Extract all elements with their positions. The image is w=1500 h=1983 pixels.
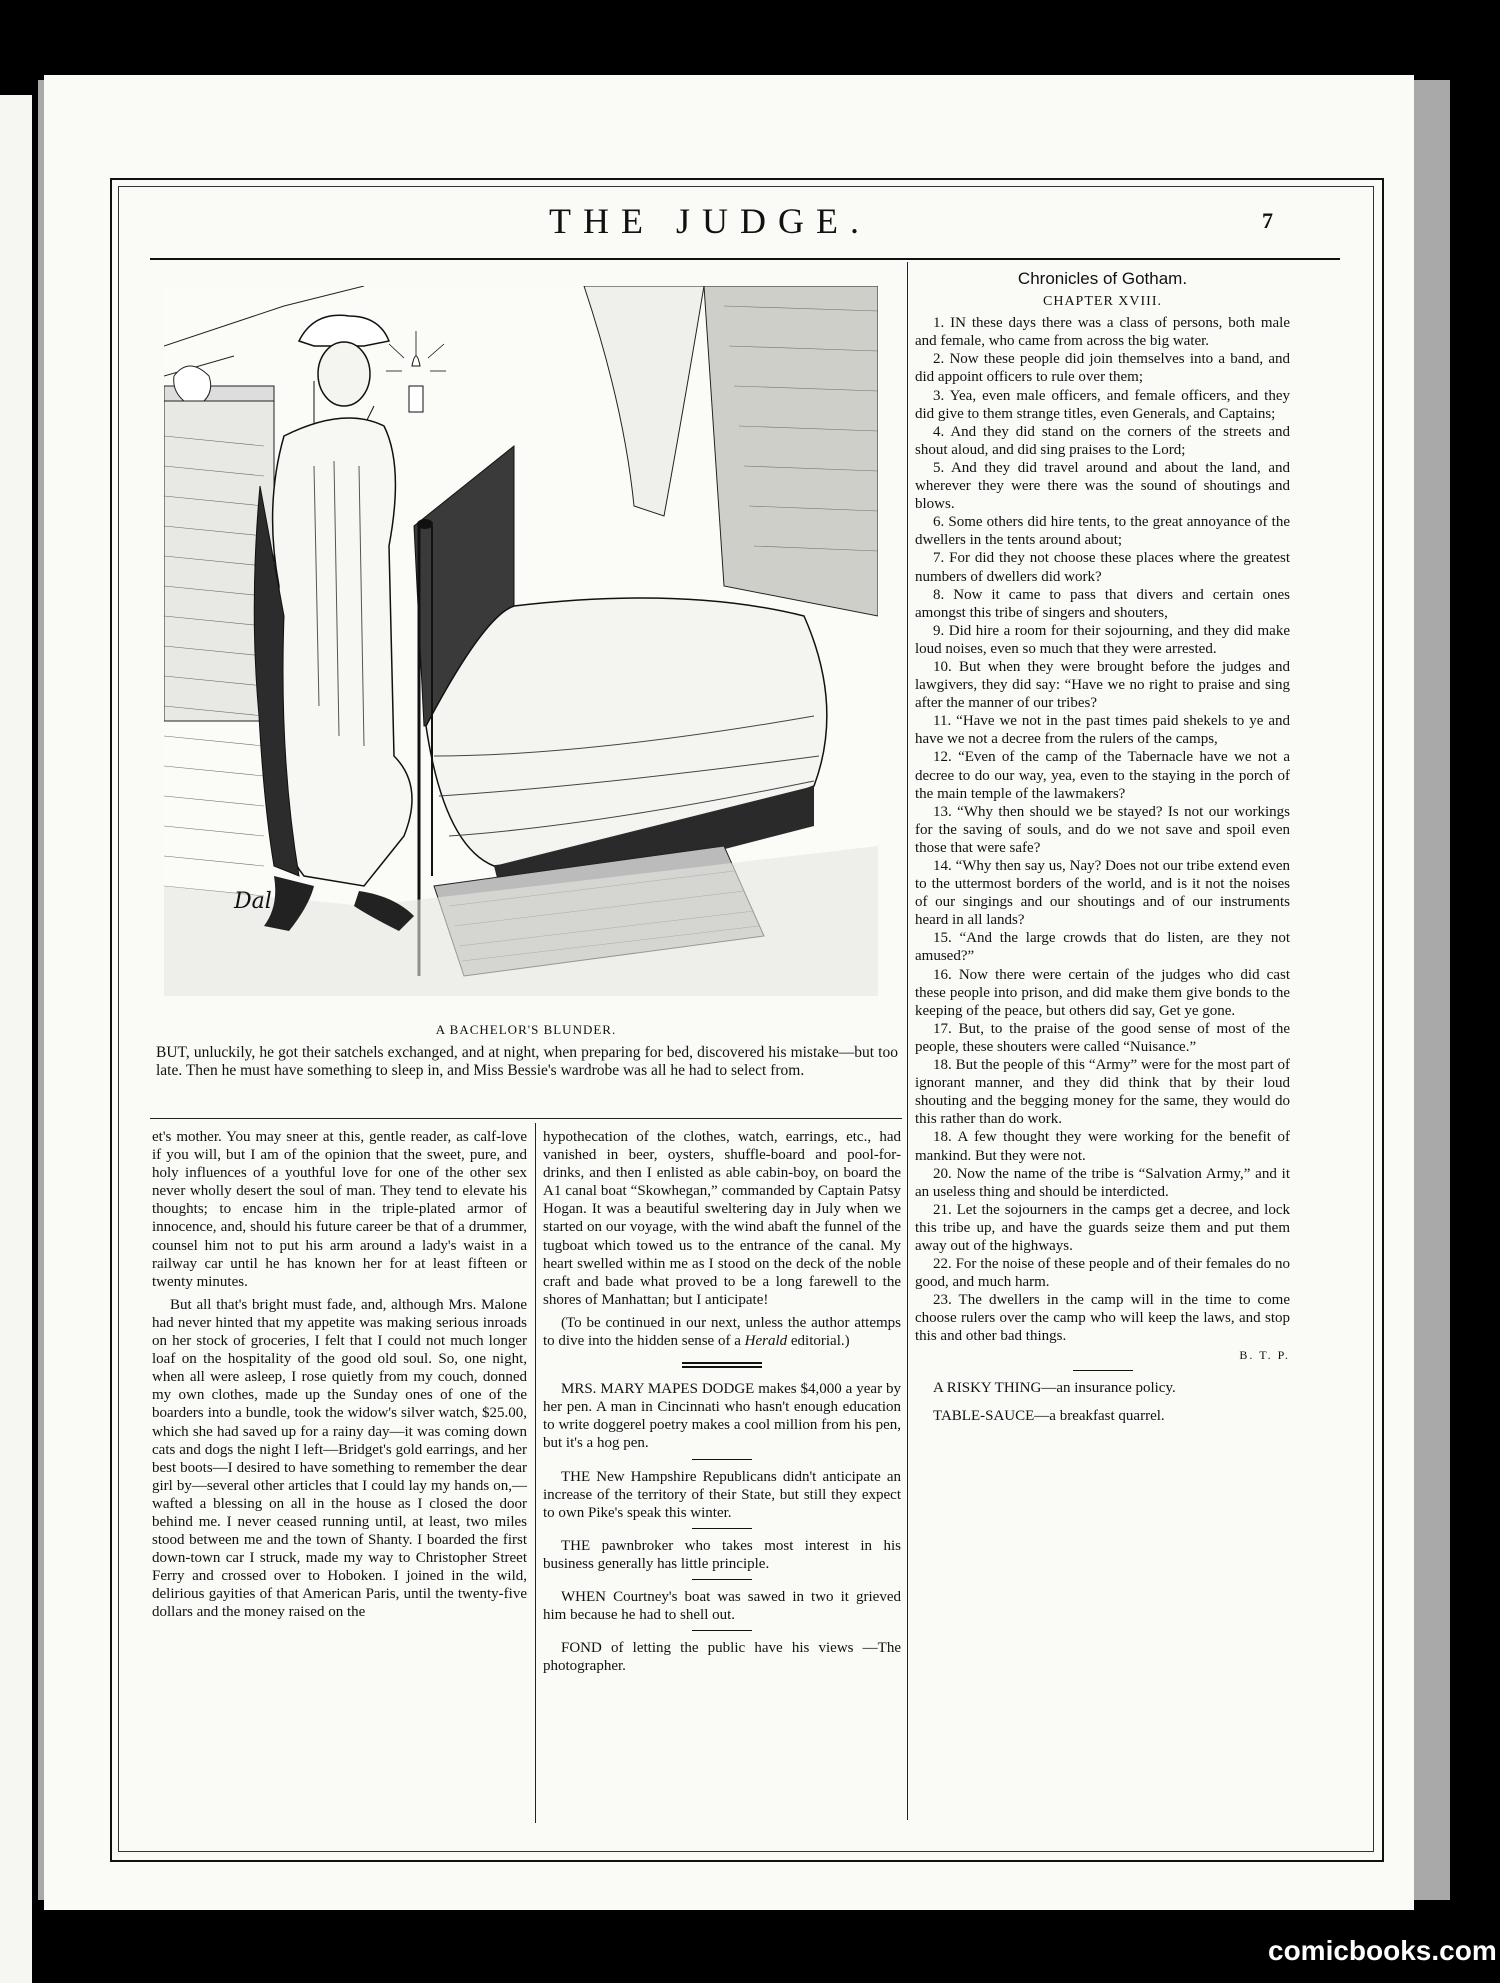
news-item: [543, 1468, 901, 1522]
column-divider-left: [535, 1123, 536, 1823]
verse: 13. “Why then should we be stayed? Is not our workings for the saving of souls, and do we not save and spoil even those that were safe?: [915, 803, 1290, 856]
verse: 1. IN these days there was a class of persons, both male and female, who came from across the big water.: [915, 315, 1290, 350]
verse: 7. For did they not choose these places where the greatest numbers of dwellers did work?: [915, 550, 1290, 585]
cartoon-illustration: [164, 286, 878, 996]
note-text: editorial.): [787, 1333, 850, 1350]
chronicles-title: Chronicles of Gotham.: [1017, 269, 1188, 288]
verse: 18. But the people of this “Army” were for the most part of ignorant manner, and they did think that by their loud shouting and the begging money for the same, they would do this rather than do work.: [915, 1057, 1290, 1128]
chapter-heading: CHAPTER XVIII.: [1043, 294, 1162, 310]
verse: 12. “Even of the camp of the Tabernacle have we not a decree to do our way, yea, even to the staying in the porch of the main temple of the lawmakers?: [915, 749, 1290, 802]
site-watermark: comicbooks.com: [1268, 1935, 1497, 1966]
facing-page-edge: [0, 95, 32, 1983]
news-item: [543, 1380, 901, 1452]
item-lead: FOND: [561, 1640, 602, 1657]
joke-lead: TABLE-SAUCE: [933, 1407, 1035, 1424]
joke-lead: A RISKY THING: [933, 1379, 1042, 1396]
item-rule: [1073, 1370, 1133, 1371]
story-paragraph: et's mother. You may sneer at this, gentle reader, as calf-love if you will, but I am of the opinion that the sweet, pure, and holy influences of a youthful love for one of the other sex never wholly desert the soul of man. They tend to elevate his thoughts; to encase him in the triple-plated armor of innocence, and, should his future career be that of a drummer, counsel him not to put his arm around a lady's waist in a railway car until he has known her for at least fifteen or twenty minutes.: [152, 1129, 527, 1290]
story-column-left: [152, 1128, 527, 1627]
verse: 8. Now it came to pass that divers and certain ones amongst this tribe of singers and shouters,: [915, 586, 1290, 621]
story-paragraph: But all that's bright must fade, and, although Mrs. Malone had never hinted that my appetite was making serious inroads on her stock of groceries, I felt that I could not much longer loaf on the hospitality of the good old soul. So, one night, when all were asleep, I rose quietly from my couch, donned my own clothes, made up the Sunday ones of one of the boarders into a bundle, took the widow's silver watch, $25.00, which she had saved up for a rainy day—it was coming down cats and dogs the night I left—Bridget's gold earrings, and her best boots—I desired to have something to remember the dear girl by—several other articles that I could lay my hands on,—wafted a blessing on all in the house as I closed the door behind me. I never ceased running until, at least, two miles stood between me and the town of Shanty. I boarded the first down-town car I struck, made my way to Christopher Street Ferry and crossed over to Hoboken. I joined in the wild, delirious gayities of that American Paris, until the twenty-five dollars and the money raised on the: [152, 1296, 527, 1621]
verse: 15. “And the large crowds that do listen, are they not amused?”: [915, 930, 1290, 965]
item-text: pawnbroker who takes most interest in his business generally has little principle.: [543, 1537, 901, 1572]
item-lead: WHEN: [561, 1588, 606, 1605]
cartoon-caption-text: BUT, unluckily, he got their satchels exchanged, and at night, when preparing for bed, discovered his mistake—but too late. Then he must have something to sleep in, and Miss Bessie's wardrobe was all he had to select from.: [156, 1044, 898, 1079]
item-lead: THE: [561, 1468, 591, 1485]
item-rule: [692, 1459, 752, 1460]
verse-list: [915, 314, 1290, 1345]
cartoon-caption-title: A BACHELOR'S BLUNDER.: [435, 1022, 617, 1037]
verse: 18. A few thought they were working for the benefit of mankind. But they were not.: [915, 1129, 1290, 1164]
item-rule: [692, 1579, 752, 1580]
item-text: Courtney's boat was sawed in two it grieved him because he had to shell out.: [543, 1588, 901, 1624]
verse: 20. Now the name of the tribe is “Salvation Army,” and it an useless thing and should be interdicted.: [915, 1165, 1290, 1200]
chronicles-column: [915, 270, 1290, 1425]
verse: 3. Yea, even male officers, and female officers, and they did give to them strange titles, even Generals, and Captains;: [915, 387, 1290, 422]
caption-divider: [150, 1118, 902, 1119]
joke-text: —a breakfast quarrel.: [1034, 1407, 1165, 1424]
verse: 21. Let the sojourners in the camps get a decree, and lock this tribe up, and have the guards seize them and put them away out of the highways.: [915, 1201, 1290, 1254]
signature-line: [915, 1346, 1290, 1364]
verse: 14. “Why then say us, Nay? Does not our tribe extend even to the uttermost borders of the world, and is it not the noises of our singings and our shoutings and of our instruments heard in all lands?: [915, 858, 1290, 929]
verse: 17. But, to the praise of the good sense of most of the people, these shouters were called “Nuisance.”: [915, 1020, 1290, 1055]
item-lead: MRS. MARY MAPES DODGE: [561, 1381, 755, 1398]
note-italic: Herald: [744, 1333, 788, 1350]
verse: 11. “Have we not in the past times paid shekels to ye and have we not a decree from the rulers of the camps,: [915, 713, 1290, 748]
item-text: makes $4,000 a year by her pen. A man in Cincinnati who hasn't enough education to write doggerel poetry makes a cool million from his pen, but it's a hog pen.: [543, 1381, 901, 1452]
item-lead: THE: [561, 1537, 591, 1554]
note-text: (To be continued in our next, unless the author attemps to dive into the hidden sense of a: [543, 1314, 901, 1350]
item-text: of letting the public have his views —The photographer.: [543, 1640, 901, 1675]
verse: 4. And they did stand on the corners of the streets and shout aloud, and did sing praises to the Lord;: [915, 423, 1290, 458]
verse: 10. But when they were brought before the judges and lawgivers, they did say: “Have we no right to praise and sing after the manner of our tribes?: [915, 658, 1290, 712]
header-rule: [150, 258, 1340, 260]
column-divider-right: [907, 262, 908, 1820]
item-rule: [692, 1528, 752, 1529]
masthead-title: THE JUDGE.: [549, 201, 871, 241]
joke-text: —an insurance policy.: [1041, 1379, 1176, 1396]
joke-item: [915, 1407, 1290, 1425]
verse: 5. And they did travel around and about the land, and wherever they were there was the sound of shoutings and blows.: [915, 459, 1290, 513]
continuation-note: [543, 1314, 901, 1350]
news-item: [543, 1639, 901, 1675]
news-item: [543, 1537, 901, 1573]
verse: 6. Some others did hire tents, to the great annoyance of the dwellers in the tents around about;: [915, 514, 1290, 549]
verse: 22. For the noise of these people and of their females do no good, and much harm.: [915, 1256, 1290, 1291]
section-rule: [682, 1362, 762, 1368]
story-column-middle: [543, 1128, 901, 1680]
item-rule: [692, 1630, 752, 1631]
story-paragraph: hypothecation of the clothes, watch, earrings, etc., had vanished in beer, oysters, shuffle-board and pool-for-drinks, and then I enlisted as able cabin-boy, on board the A1 canal boat “Skowhegan,” commanded by Captain Patsy Hogan. It was a beautiful sweltering day in July when we started on our voyage, with the wind abaft the funnel of the tugboat which towed us to the entrance of the canal. My heart swelled within me as I stood on the deck of the noble craft and bade what proved to be a long farewell to the shores of Manhattan; but I anticipate!: [543, 1129, 901, 1308]
page-number: 7: [1262, 208, 1273, 233]
author-initials: B. T. P.: [1239, 1347, 1290, 1362]
artist-signature: Dal: [234, 889, 272, 914]
verse: 9. Did hire a room for their sojourning, and they did make loud noises, even so much that they were arrested.: [915, 622, 1290, 657]
verse: 23. The dwellers in the camp will in the time to come choose rulers over the camp who will keep the laws, and stop this and other bad things.: [915, 1292, 1290, 1345]
news-item: [543, 1588, 901, 1624]
verse: 16. Now there were certain of the judges who did cast these people into prison, and did make them give bonds to the keeping of the peace, but others did say, Get ye gone.: [915, 966, 1290, 1019]
verse: 2. Now these people did join themselves into a band, and did appoint officers to rule over them;: [915, 351, 1290, 386]
item-text: New Hampshire Republicans didn't anticipate an increase of the territory of their State, but still they expect to own Pike's speak this winter.: [543, 1468, 901, 1521]
joke-item: [915, 1379, 1290, 1397]
